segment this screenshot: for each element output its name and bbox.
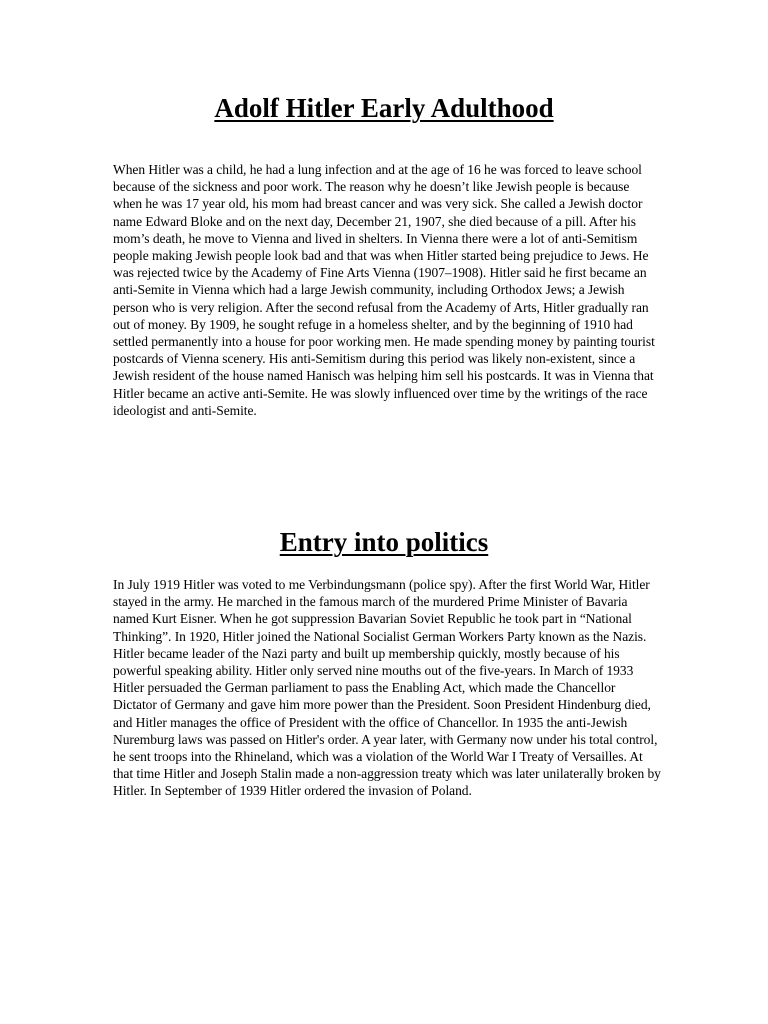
section-title-entry-into-politics: Entry into politics [279, 527, 489, 557]
section-body-entry-into-politics: In July 1919 Hitler was voted to me Verbindungsmann (police spy). After the first World War, Hitler stayed in the army. He marched in the famous march of the murdered Prime Minister of Bavaria named Kurt Eisner. When he got suppression Bavarian Soviet Republic he took part in “National Thinking”. In 1920, Hitler joined the National Socialist German Workers Party known as the Nazis. Hitler became leader of the Nazi party and built up membership quickly, mostly because of his powerful speaking ability. Hitler only served nine mouths out of the five-years. In March of 1933 Hitler persuaded the German parliament to pass the Enabling Act, which made the Chancellor Dictator of Germany and gave him more power than the President. Soon President Hindenburg died, and Hitler manages the office of President with the office of Chancellor. In 1935 the anti-Jewish Nuremburg laws was passed on Hitler's order. A year later, with Germany now under his total control, he sent troops into the Rhineland, which was a violation of the World War I Treaty of Versailles. At that time Hitler and Joseph Stalin made a non-aggression treaty which was later unilaterally broken by Hitler. In September of 1939 Hitler ordered the invasion of Poland. [113, 577, 661, 799]
section-title-early-adulthood: Adolf Hitler Early Adulthood [214, 93, 554, 123]
section-body-early-adulthood: When Hitler was a child, he had a lung infection and at the age of 16 he was forced to leave school because of the sickness and poor work. The reason why he doesn’t like Jewish people is because when he was 17 year old, his mom had breast cancer and was very sick. She called a Jewish doctor name Edward Bloke and on the next day, December 21, 1907, she died because of a pill. After his mom’s death, he move to Vienna and lived in shelters. In Vienna there were a lot of anti-Semitism people making Jewish people look bad and that was when Hitler started being prejudice to Jews. He was rejected twice by the Academy of Fine Arts Vienna (1907–1908). Hitler said he first became an anti-Semite in Vienna which had a large Jewish community, including Orthodox Jews; a Jewish person who is very religion. After the second refusal from the Academy of Arts, Hitler gradually ran out of money. By 1909, he sought refuge in a homeless shelter, and by the beginning of 1910 had settled permanently into a house for poor working men. He made spending money by painting tourist postcards of Vienna scenery. His anti-Semitism during this period was likely non-existent, since a Jewish resident of the house named Hanisch was helping him sell his postcards. It was in Vienna that Hitler became an active anti-Semite. He was slowly influenced over time by the writings of the race ideologist and anti-Semite. [113, 162, 655, 418]
